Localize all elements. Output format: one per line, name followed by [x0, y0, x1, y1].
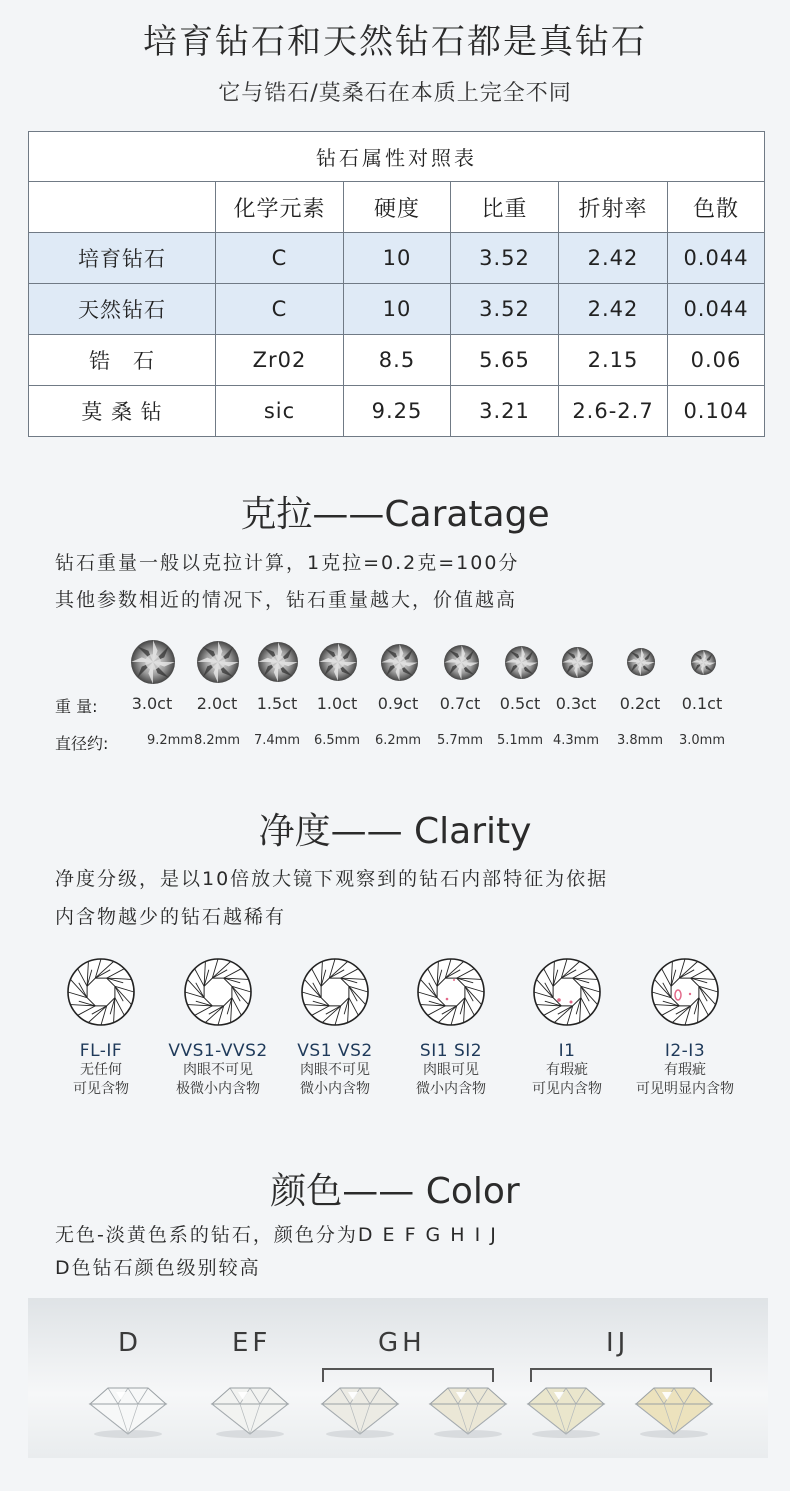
clarity-heading: 净度—— Clarity [258, 811, 532, 852]
carat-weight-value: 0.9ct [377, 694, 419, 713]
table-cell: 2.15 [559, 335, 668, 386]
diamond-top-icon [690, 649, 717, 680]
clarity-grade-desc: 有瑕疵 [546, 1062, 588, 1078]
diamond-top-icon [196, 640, 240, 688]
clarity-grade-desc: 肉眼可见 [423, 1062, 479, 1078]
table-cell: 0.044 [668, 284, 765, 335]
weight-label: 重 量: [55, 697, 98, 716]
color-grade-strip [28, 1298, 768, 1458]
carat-weight-value: 0.3ct [555, 694, 597, 713]
color-description-line2: D色钻石颜色级别较高 [55, 1257, 261, 1279]
clarity-grade-desc: 肉眼不可见 [183, 1062, 253, 1078]
clarity-grade-label: SI1 SI2 [419, 1041, 483, 1061]
diamond-side-icon [208, 1384, 292, 1444]
carat-description-line1: 钻石重量一般以克拉计算，1克拉=0.2克=100分 [55, 552, 520, 574]
property-comparison-table [28, 131, 765, 437]
carat-description-line2: 其他参数相近的情况下，钻石重量越大，价值越高 [55, 589, 518, 611]
table-cell: 3.52 [451, 284, 559, 335]
clarity-grade-desc: 极微小内含物 [176, 1081, 260, 1097]
carat-weight-value: 2.0ct [196, 694, 238, 713]
table-caption: 钻石属性对照表 [29, 132, 765, 182]
diamond-side-icon [632, 1384, 716, 1444]
diamond-outline-icon [183, 957, 253, 1031]
carat-weight-value: 0.1ct [681, 694, 723, 713]
diamond-outline-icon [66, 957, 136, 1031]
clarity-grade-label: FL-IF [79, 1041, 123, 1061]
diamond-top-icon [318, 642, 358, 686]
diamond-outline-icon [532, 957, 602, 1031]
diamond-side-icon [318, 1384, 402, 1444]
carat-diameter-value: 6.5mm [313, 733, 360, 748]
table-cell: 5.65 [451, 335, 559, 386]
table-row [29, 284, 765, 335]
carat-diameter-value: 7.4mm [253, 733, 300, 748]
diamond-side-icon [524, 1384, 608, 1444]
row-name-cell: 培育钻石 [29, 233, 216, 284]
carat-diameter-value: 3.8mm [616, 733, 663, 748]
clarity-grade-desc: 可见含物 [73, 1081, 129, 1097]
carat-diameter-value: 8.2mm [193, 733, 240, 748]
color-label-ij: IJ [606, 1328, 630, 1358]
diamond-side-icon [86, 1384, 170, 1444]
color-label-ef: EF [232, 1328, 272, 1358]
clarity-grade-desc: 肉眼不可见 [300, 1062, 370, 1078]
table-cell: 10 [344, 233, 451, 284]
table-cell: 3.52 [451, 233, 559, 284]
clarity-grade-item [153, 1041, 283, 1099]
table-cell: C [216, 284, 344, 335]
clarity-grade-label: I2-I3 [664, 1041, 706, 1061]
carat-diameter-value: 6.2mm [374, 733, 421, 748]
page-title: 培育钻石和天然钻石都是真钻石 [143, 22, 647, 62]
table-cell: 2.42 [559, 284, 668, 335]
table-header-cell: 硬度 [344, 182, 451, 233]
table-cell: 9.25 [344, 386, 451, 437]
clarity-grade-desc: 微小内含物 [300, 1081, 370, 1097]
row-name-cell: 锆 石 [29, 335, 216, 386]
diamond-top-icon [130, 639, 176, 689]
table-caption-row [29, 132, 765, 182]
diameter-label: 直径约: [55, 734, 109, 753]
table-header-cell: 化学元素 [216, 182, 344, 233]
clarity-description-line2: 内含物越少的钻石越稀有 [55, 906, 287, 928]
carat-diameter-value: 5.7mm [436, 733, 483, 748]
carat-weight-value: 3.0ct [131, 694, 173, 713]
row-name-cell: 莫 桑 钻 [29, 386, 216, 437]
ij-bracket [530, 1368, 712, 1382]
diamond-top-icon [504, 645, 539, 684]
clarity-grade-desc: 可见明显内含物 [636, 1081, 734, 1097]
page-subtitle: 它与锆石/莫桑石在本质上完全不同 [218, 81, 572, 106]
clarity-grade-label: VVS1-VVS2 [168, 1041, 268, 1061]
color-description-line1: 无色-淡黄色系的钻石，颜色分为D E F G H I J [55, 1224, 498, 1246]
carat-weight-value: 1.0ct [316, 694, 358, 713]
table-cell: 3.21 [451, 386, 559, 437]
carat-diameter-value: 5.1mm [496, 733, 543, 748]
diamond-top-icon [380, 643, 419, 686]
carat-diameter-value: 3.0mm [678, 733, 725, 748]
carat-diameter-value: 9.2mm [146, 733, 193, 748]
table-cell: 8.5 [344, 335, 451, 386]
diamond-side-icon [426, 1384, 510, 1444]
gh-bracket [322, 1368, 494, 1382]
clarity-grade-item [620, 1041, 750, 1099]
diamond-outline-icon [416, 957, 486, 1031]
carat-weight-value: 0.7ct [439, 694, 481, 713]
table-cell: 0.104 [668, 386, 765, 437]
table-header-row [29, 182, 765, 233]
table-row [29, 386, 765, 437]
color-label-d: D [118, 1328, 143, 1358]
carat-weight-value: 0.5ct [499, 694, 541, 713]
clarity-grade-item [502, 1041, 632, 1099]
diamond-top-icon [257, 641, 299, 687]
clarity-grade-desc: 有瑕疵 [664, 1062, 706, 1078]
diamond-outline-icon [300, 957, 370, 1031]
table-cell: 2.6-2.7 [559, 386, 668, 437]
clarity-grade-item [386, 1041, 516, 1099]
diamond-outline-icon [650, 957, 720, 1031]
carat-diameter-value: 4.3mm [552, 733, 599, 748]
clarity-grade-desc: 无任何 [80, 1062, 122, 1078]
clarity-grade-item [36, 1041, 166, 1099]
table-cell: C [216, 233, 344, 284]
clarity-grade-desc: 微小内含物 [416, 1081, 486, 1097]
clarity-grade-label: I1 [558, 1041, 576, 1061]
carat-weight-value: 0.2ct [619, 694, 661, 713]
table-cell: 2.42 [559, 233, 668, 284]
table-cell: Zr02 [216, 335, 344, 386]
color-heading: 颜色—— Color [270, 1171, 520, 1212]
clarity-description-line1: 净度分级，是以10倍放大镜下观察到的钻石内部特征为依据 [55, 868, 609, 890]
table-header-cell: 色散 [668, 182, 765, 233]
row-name-cell: 天然钻石 [29, 284, 216, 335]
diamond-top-icon [443, 644, 480, 685]
table-header-cell: 比重 [451, 182, 559, 233]
color-label-gh: GH [378, 1328, 426, 1358]
table-header-cell: 折射率 [559, 182, 668, 233]
table-row [29, 233, 765, 284]
clarity-grade-label: VS1 VS2 [297, 1041, 373, 1061]
table-cell: 10 [344, 284, 451, 335]
table-row [29, 335, 765, 386]
diamond-top-icon [626, 647, 656, 681]
clarity-grade-desc: 可见内含物 [532, 1081, 602, 1097]
clarity-grade-item [270, 1041, 400, 1099]
table-cell: 0.06 [668, 335, 765, 386]
table-header-cell [29, 182, 216, 233]
diamond-top-icon [561, 646, 594, 683]
carat-heading: 克拉——Caratage [240, 494, 550, 535]
carat-weight-value: 1.5ct [256, 694, 298, 713]
table-cell: 0.044 [668, 233, 765, 284]
table-cell: sic [216, 386, 344, 437]
